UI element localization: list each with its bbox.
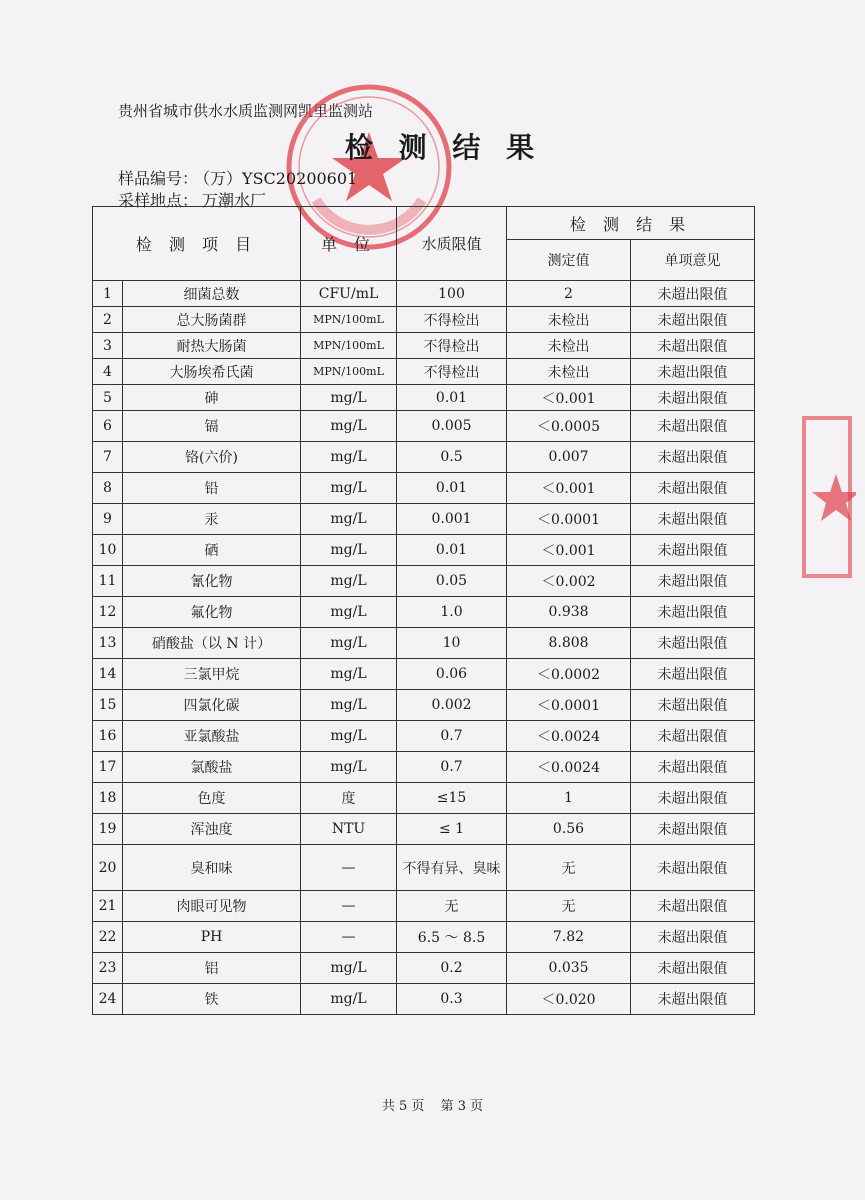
header-results: 检 测 结 果 — [507, 207, 755, 240]
sampling-location-label: 采样地点： — [118, 191, 199, 210]
row-measured: ＜0.0002 — [507, 659, 631, 690]
row-opinion: 未超出限值 — [631, 891, 755, 922]
row-measured: ＜0.001 — [507, 473, 631, 504]
row-measured: 1 — [507, 783, 631, 814]
row-limit: 0.5 — [397, 442, 507, 473]
row-number: 12 — [93, 597, 123, 628]
row-number: 8 — [93, 473, 123, 504]
row-item: 镉 — [123, 411, 301, 442]
row-measured: 2 — [507, 281, 631, 307]
row-opinion: 未超出限值 — [631, 628, 755, 659]
row-item: 氰化物 — [123, 566, 301, 597]
row-limit: ≤ 1 — [397, 814, 507, 845]
row-unit: mg/L — [301, 953, 397, 984]
row-limit: ≤15 — [397, 783, 507, 814]
table-row — [93, 721, 755, 752]
row-measured: ＜0.0024 — [507, 752, 631, 783]
row-unit: mg/L — [301, 473, 397, 504]
row-opinion: 未超出限值 — [631, 504, 755, 535]
row-item: 氯酸盐 — [123, 752, 301, 783]
row-unit: mg/L — [301, 597, 397, 628]
sample-number-value: （万）YSC20200601 — [202, 169, 358, 188]
row-measured: 0.56 — [507, 814, 631, 845]
row-unit: — — [301, 922, 397, 953]
row-item: 氟化物 — [123, 597, 301, 628]
row-item: 三氯甲烷 — [123, 659, 301, 690]
row-limit: 0.01 — [397, 385, 507, 411]
row-limit: 无 — [397, 891, 507, 922]
row-measured: 0.938 — [507, 597, 631, 628]
row-item: 铁 — [123, 984, 301, 1015]
row-unit: mg/L — [301, 721, 397, 752]
row-number: 17 — [93, 752, 123, 783]
row-measured: 无 — [507, 845, 631, 891]
row-number: 5 — [93, 385, 123, 411]
row-number: 4 — [93, 359, 123, 385]
row-opinion: 未超出限值 — [631, 690, 755, 721]
row-opinion: 未超出限值 — [631, 783, 755, 814]
row-measured: ＜0.001 — [507, 535, 631, 566]
table-row — [93, 359, 755, 385]
row-limit: 100 — [397, 281, 507, 307]
row-opinion: 未超出限值 — [631, 385, 755, 411]
row-number: 19 — [93, 814, 123, 845]
results-table — [92, 206, 755, 1015]
row-measured: 无 — [507, 891, 631, 922]
row-opinion: 未超出限值 — [631, 659, 755, 690]
row-unit: mg/L — [301, 659, 397, 690]
row-measured: 未检出 — [507, 359, 631, 385]
sample-number — [118, 166, 361, 189]
row-measured: 8.808 — [507, 628, 631, 659]
table-row — [93, 891, 755, 922]
row-opinion: 未超出限值 — [631, 442, 755, 473]
row-opinion: 未超出限值 — [631, 411, 755, 442]
row-number: 7 — [93, 442, 123, 473]
row-limit: 不得检出 — [397, 359, 507, 385]
table-row — [93, 473, 755, 504]
row-unit: mg/L — [301, 752, 397, 783]
row-number: 13 — [93, 628, 123, 659]
row-number: 24 — [93, 984, 123, 1015]
table-row — [93, 953, 755, 984]
header-unit: 单 位 — [301, 207, 397, 281]
row-unit: mg/L — [301, 411, 397, 442]
row-unit: MPN/100mL — [301, 333, 397, 359]
row-unit: mg/L — [301, 566, 397, 597]
row-measured: ＜0.0005 — [507, 411, 631, 442]
row-limit: 0.7 — [397, 721, 507, 752]
row-limit: 10 — [397, 628, 507, 659]
table-row — [93, 411, 755, 442]
row-number: 22 — [93, 922, 123, 953]
row-opinion: 未超出限值 — [631, 597, 755, 628]
row-item: 硝酸盐（以 N 计） — [123, 628, 301, 659]
row-opinion: 未超出限值 — [631, 473, 755, 504]
row-limit: 0.7 — [397, 752, 507, 783]
row-opinion: 未超出限值 — [631, 845, 755, 891]
row-unit: mg/L — [301, 984, 397, 1015]
row-opinion: 未超出限值 — [631, 281, 755, 307]
row-number: 15 — [93, 690, 123, 721]
row-measured: ＜0.0001 — [507, 690, 631, 721]
table-row — [93, 333, 755, 359]
row-number: 9 — [93, 504, 123, 535]
row-measured: ＜0.001 — [507, 385, 631, 411]
row-limit: 1.0 — [397, 597, 507, 628]
table-row — [93, 597, 755, 628]
row-opinion: 未超出限值 — [631, 359, 755, 385]
row-limit: 不得检出 — [397, 307, 507, 333]
header-opinion: 单项意见 — [631, 240, 755, 281]
row-measured: ＜0.0001 — [507, 504, 631, 535]
row-opinion: 未超出限值 — [631, 307, 755, 333]
row-limit: 不得有异、臭味 — [397, 845, 507, 891]
row-opinion: 未超出限值 — [631, 333, 755, 359]
table-row — [93, 442, 755, 473]
row-measured: 未检出 — [507, 307, 631, 333]
header-measured: 测定值 — [507, 240, 631, 281]
row-item: 铅 — [123, 473, 301, 504]
row-item: 大肠埃希氏菌 — [123, 359, 301, 385]
row-unit: MPN/100mL — [301, 359, 397, 385]
row-measured: 0.007 — [507, 442, 631, 473]
table-row — [93, 984, 755, 1015]
row-item: 色度 — [123, 783, 301, 814]
table-row — [93, 385, 755, 411]
row-item: 汞 — [123, 504, 301, 535]
row-item: 铬(六价) — [123, 442, 301, 473]
header-limit: 水质限值 — [397, 207, 507, 281]
row-opinion: 未超出限值 — [631, 984, 755, 1015]
row-opinion: 未超出限值 — [631, 814, 755, 845]
row-limit: 0.005 — [397, 411, 507, 442]
row-unit: mg/L — [301, 535, 397, 566]
row-number: 23 — [93, 953, 123, 984]
row-unit: mg/L — [301, 442, 397, 473]
row-unit: mg/L — [301, 385, 397, 411]
row-number: 2 — [93, 307, 123, 333]
row-measured: ＜0.0024 — [507, 721, 631, 752]
row-number: 1 — [93, 281, 123, 307]
row-item: 四氯化碳 — [123, 690, 301, 721]
row-number: 14 — [93, 659, 123, 690]
table-row — [93, 814, 755, 845]
row-opinion: 未超出限值 — [631, 953, 755, 984]
sampling-location-value: 万潮水厂 — [202, 191, 267, 210]
table-row — [93, 281, 755, 307]
row-unit: mg/L — [301, 690, 397, 721]
row-limit: 0.01 — [397, 535, 507, 566]
row-limit: 0.06 — [397, 659, 507, 690]
table-row — [93, 690, 755, 721]
row-number: 18 — [93, 783, 123, 814]
row-item: 亚氯酸盐 — [123, 721, 301, 752]
row-item: 砷 — [123, 385, 301, 411]
row-limit: 0.2 — [397, 953, 507, 984]
row-unit: CFU/mL — [301, 281, 397, 307]
row-opinion: 未超出限值 — [631, 721, 755, 752]
organization-name: 贵州省城市供水水质监测网凯里监测站 — [118, 102, 374, 120]
row-measured: 7.82 — [507, 922, 631, 953]
row-limit: 不得检出 — [397, 333, 507, 359]
table-row — [93, 566, 755, 597]
table-row — [93, 752, 755, 783]
row-unit: — — [301, 845, 397, 891]
row-limit: 6.5 ～ 8.5 — [397, 922, 507, 953]
row-limit: 0.01 — [397, 473, 507, 504]
row-opinion: 未超出限值 — [631, 752, 755, 783]
table-row — [93, 535, 755, 566]
row-number: 16 — [93, 721, 123, 752]
table-row — [93, 845, 755, 891]
row-item: 总大肠菌群 — [123, 307, 301, 333]
row-measured: ＜0.020 — [507, 984, 631, 1015]
row-item: PH — [123, 922, 301, 953]
table-row — [93, 922, 755, 953]
row-measured: ＜0.002 — [507, 566, 631, 597]
row-unit: MPN/100mL — [301, 307, 397, 333]
page-footer — [0, 1095, 865, 1114]
row-opinion: 未超出限值 — [631, 922, 755, 953]
row-item: 硒 — [123, 535, 301, 566]
document-title: 检 测 结 果 — [344, 131, 543, 164]
table-row — [93, 659, 755, 690]
row-item: 浑浊度 — [123, 814, 301, 845]
header-item: 检 测 项 目 — [93, 207, 301, 281]
table-row — [93, 307, 755, 333]
row-number: 11 — [93, 566, 123, 597]
row-measured: 0.035 — [507, 953, 631, 984]
row-number: 6 — [93, 411, 123, 442]
row-unit: mg/L — [301, 628, 397, 659]
row-item: 臭和味 — [123, 845, 301, 891]
row-number: 20 — [93, 845, 123, 891]
row-opinion: 未超出限值 — [631, 566, 755, 597]
table-row — [93, 783, 755, 814]
row-unit: mg/L — [301, 504, 397, 535]
table-row — [93, 628, 755, 659]
row-unit: NTU — [301, 814, 397, 845]
partial-seal-stamp — [796, 412, 856, 582]
row-number: 3 — [93, 333, 123, 359]
row-number: 10 — [93, 535, 123, 566]
row-limit: 0.001 — [397, 504, 507, 535]
row-limit: 0.05 — [397, 566, 507, 597]
row-limit: 0.3 — [397, 984, 507, 1015]
row-item: 细菌总数 — [123, 281, 301, 307]
total-pages: 共 5 页 — [381, 1099, 425, 1114]
row-item: 耐热大肠菌 — [123, 333, 301, 359]
row-opinion: 未超出限值 — [631, 535, 755, 566]
row-unit: — — [301, 891, 397, 922]
row-item: 肉眼可见物 — [123, 891, 301, 922]
row-unit: 度 — [301, 783, 397, 814]
table-row — [93, 504, 755, 535]
row-number: 21 — [93, 891, 123, 922]
current-page: 第 3 页 — [440, 1099, 484, 1114]
row-measured: 未检出 — [507, 333, 631, 359]
row-limit: 0.002 — [397, 690, 507, 721]
sample-number-label: 样品编号： — [118, 169, 199, 188]
row-item: 铝 — [123, 953, 301, 984]
